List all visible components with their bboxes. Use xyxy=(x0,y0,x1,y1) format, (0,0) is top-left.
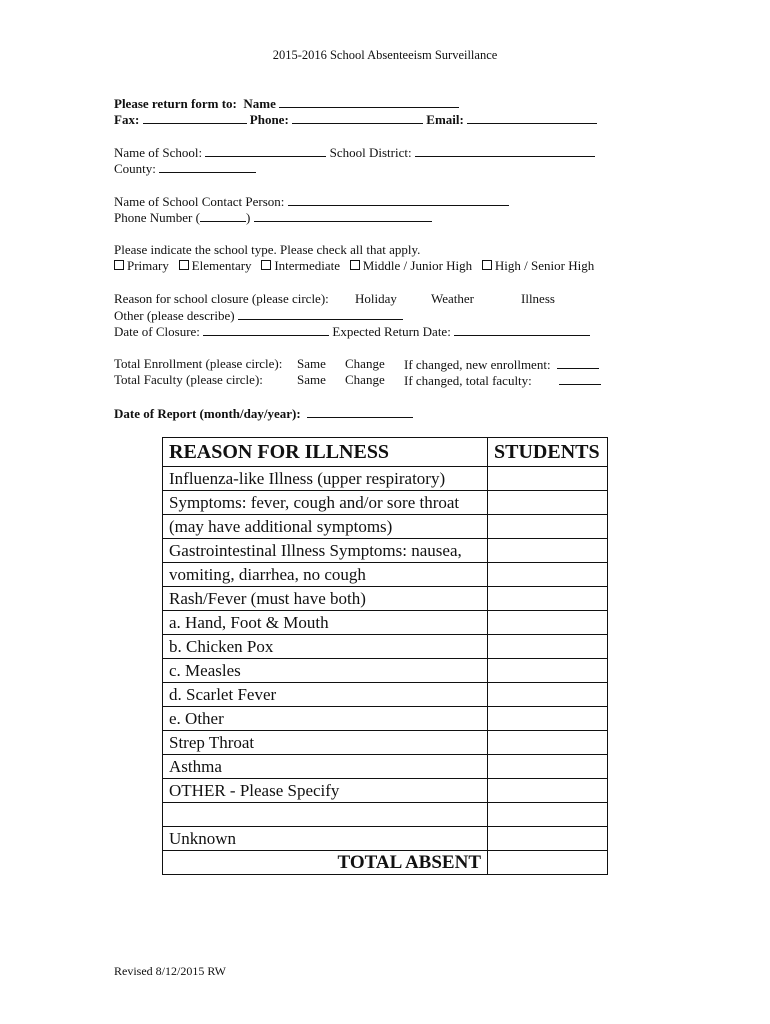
closure-reason-weather[interactable]: Weather xyxy=(431,291,474,306)
table-row xyxy=(163,755,608,779)
county-line xyxy=(114,160,256,177)
school-name-label: Name of School: xyxy=(114,145,203,160)
option-primary[interactable] xyxy=(114,258,169,273)
contact-person-line xyxy=(114,193,509,210)
reason-cell: Strep Throat xyxy=(163,731,488,755)
table-row xyxy=(163,563,608,587)
closure-other-line xyxy=(114,307,403,324)
option-label: Elementary xyxy=(191,258,252,273)
option-label: Intermediate xyxy=(274,258,340,273)
return-name-blank[interactable] xyxy=(279,95,459,108)
county-blank[interactable] xyxy=(159,160,256,173)
faculty-same[interactable]: Same xyxy=(297,372,326,387)
closure-date-line xyxy=(114,323,590,340)
table-row xyxy=(163,779,608,803)
return-date-blank[interactable] xyxy=(454,323,590,336)
students-count-cell[interactable] xyxy=(488,587,608,611)
email-blank[interactable] xyxy=(467,111,597,124)
students-count-cell[interactable] xyxy=(488,611,608,635)
reason-cell: Gastrointestinal Illness Symptoms: nausea, xyxy=(163,539,488,563)
table-row xyxy=(163,683,608,707)
total-faculty-blank[interactable] xyxy=(559,372,601,385)
reason-cell xyxy=(163,803,488,827)
return-date-label: Expected Return Date: xyxy=(332,324,451,339)
reason-cell: Symptoms: fever, cough and/or sore throat xyxy=(163,491,488,515)
total-row xyxy=(163,851,608,875)
school-type-options xyxy=(114,258,594,274)
return-form-line xyxy=(114,95,459,112)
option-middle-junior-high[interactable] xyxy=(350,258,472,273)
school-type-instruction: Please indicate the school type. Please check all that apply. xyxy=(114,242,421,257)
option-intermediate[interactable] xyxy=(261,258,340,273)
closure-reason-illness[interactable]: Illness xyxy=(521,291,555,306)
option-label: Middle / Junior High xyxy=(362,258,473,273)
option-label: High / Senior High xyxy=(494,258,595,273)
table-row xyxy=(163,827,608,851)
total-absent-label: TOTAL ABSENT xyxy=(163,851,488,875)
students-count-cell[interactable] xyxy=(488,827,608,851)
report-date-label: Date of Report (month/day/year): xyxy=(114,406,301,421)
new-enrollment-blank[interactable] xyxy=(557,356,599,369)
table-row xyxy=(163,491,608,515)
enrollment-label: Total Enrollment (please circle): xyxy=(114,356,283,371)
reason-cell: a. Hand, Foot & Mouth xyxy=(163,611,488,635)
checkbox-icon[interactable] xyxy=(482,260,492,270)
school-name-blank[interactable] xyxy=(205,144,326,157)
table-header-row xyxy=(163,438,608,467)
option-elementary[interactable] xyxy=(179,258,252,273)
reason-cell: Rash/Fever (must have both) xyxy=(163,587,488,611)
header-students: STUDENTS xyxy=(488,438,608,467)
area-code-blank[interactable] xyxy=(200,209,246,222)
faculty-change[interactable]: Change xyxy=(345,372,385,387)
district-blank[interactable] xyxy=(415,144,595,157)
closure-other-label: Other (please describe) xyxy=(114,308,235,323)
reason-cell: (may have additional symptoms) xyxy=(163,515,488,539)
school-line xyxy=(114,144,595,161)
reason-cell: e. Other xyxy=(163,707,488,731)
reason-cell: Asthma xyxy=(163,755,488,779)
reason-cell: OTHER - Please Specify xyxy=(163,779,488,803)
students-count-cell[interactable] xyxy=(488,539,608,563)
closure-other-blank[interactable] xyxy=(238,307,403,320)
table-row xyxy=(163,635,608,659)
students-count-cell[interactable] xyxy=(488,683,608,707)
closure-reason-holiday[interactable]: Holiday xyxy=(355,291,397,306)
return-contact-line xyxy=(114,111,597,128)
table-row xyxy=(163,707,608,731)
district-label: School District: xyxy=(329,145,412,160)
students-count-cell[interactable] xyxy=(488,659,608,683)
checkbox-icon[interactable] xyxy=(179,260,189,270)
contact-person-blank[interactable] xyxy=(288,193,509,206)
option-label: Primary xyxy=(127,258,169,273)
enrollment-same[interactable]: Same xyxy=(297,356,326,371)
phone-label: Phone: xyxy=(249,112,289,127)
county-label: County: xyxy=(114,161,156,176)
revision-note: Revised 8/12/2015 RW xyxy=(114,964,226,978)
students-count-cell[interactable] xyxy=(488,707,608,731)
table-row xyxy=(163,467,608,491)
reason-cell: Unknown xyxy=(163,827,488,851)
checkbox-icon[interactable] xyxy=(350,260,360,270)
report-date-line xyxy=(114,405,413,422)
option-high-senior-high[interactable] xyxy=(482,258,594,273)
students-count-cell[interactable] xyxy=(488,635,608,659)
reason-cell: c. Measles xyxy=(163,659,488,683)
table-row xyxy=(163,659,608,683)
table-row xyxy=(163,587,608,611)
table-row xyxy=(163,611,608,635)
phone-blank[interactable] xyxy=(292,111,423,124)
contact-person-label: Name of School Contact Person: xyxy=(114,194,285,209)
students-count-cell[interactable] xyxy=(488,803,608,827)
checkbox-icon[interactable] xyxy=(261,260,271,270)
table-row xyxy=(163,803,608,827)
students-count-cell[interactable] xyxy=(488,731,608,755)
students-count-cell[interactable] xyxy=(488,779,608,803)
new-enrollment-line xyxy=(404,356,599,373)
closure-reason-label: Reason for school closure (please circle): xyxy=(114,291,329,306)
reason-cell: Influenza-like Illness (upper respiratory) xyxy=(163,467,488,491)
faculty-label: Total Faculty (please circle): xyxy=(114,372,263,387)
students-count-cell[interactable] xyxy=(488,491,608,515)
table-row xyxy=(163,515,608,539)
total-absent-cell[interactable] xyxy=(488,851,608,875)
fax-label: Fax: xyxy=(114,112,140,127)
return-name-label: Please return form to: Name xyxy=(114,96,276,111)
checkbox-icon[interactable] xyxy=(114,260,124,270)
total-faculty-label: If changed, total faculty: xyxy=(404,373,532,388)
email-label: Email: xyxy=(426,112,464,127)
fax-blank[interactable] xyxy=(143,111,247,124)
closure-date-blank[interactable] xyxy=(203,323,329,336)
form-title: 2015-2016 School Absenteeism Surveillance xyxy=(272,48,498,62)
enrollment-change[interactable]: Change xyxy=(345,356,385,371)
contact-phone-label: Phone Number ( xyxy=(114,210,200,225)
reason-cell: vomiting, diarrhea, no cough xyxy=(163,563,488,587)
students-count-cell[interactable] xyxy=(488,515,608,539)
contact-phone-line xyxy=(114,209,432,226)
total-faculty-line xyxy=(404,372,601,389)
students-count-cell[interactable] xyxy=(488,467,608,491)
reason-cell: d. Scarlet Fever xyxy=(163,683,488,707)
paren-close: ) xyxy=(245,210,251,225)
students-count-cell[interactable] xyxy=(488,755,608,779)
illness-table xyxy=(162,437,608,875)
closure-date-label: Date of Closure: xyxy=(114,324,200,339)
new-enrollment-label: If changed, new enrollment: xyxy=(404,357,551,372)
reason-cell: b. Chicken Pox xyxy=(163,635,488,659)
report-date-blank[interactable] xyxy=(307,405,413,418)
table-row xyxy=(163,539,608,563)
students-count-cell[interactable] xyxy=(488,563,608,587)
table-row xyxy=(163,731,608,755)
contact-phone-blank[interactable] xyxy=(254,209,432,222)
header-reason: REASON FOR ILLNESS xyxy=(163,438,488,467)
